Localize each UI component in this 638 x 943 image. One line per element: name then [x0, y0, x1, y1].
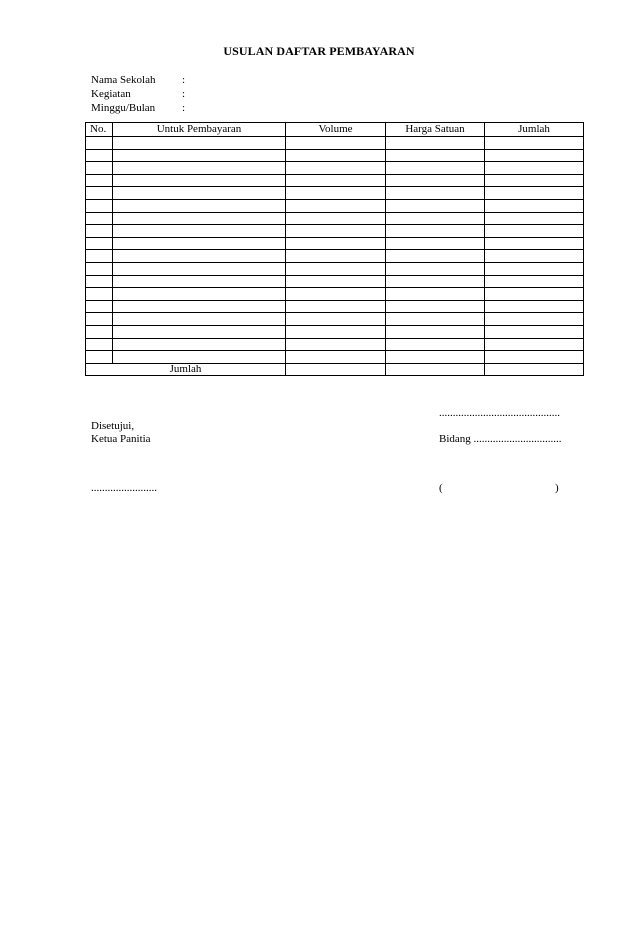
division-line: Bidang ................................ — [439, 433, 562, 445]
chairman-role: Ketua Panitia — [91, 433, 151, 445]
table-cell — [86, 187, 113, 200]
table-cell — [286, 199, 386, 212]
table-cell — [86, 212, 113, 225]
table-row — [86, 187, 584, 200]
table-cell — [86, 199, 113, 212]
table-cell — [386, 162, 485, 175]
table-row — [86, 212, 584, 225]
table-cell — [113, 300, 286, 313]
header-purpose: Untuk Pembayaran — [113, 123, 286, 137]
table-cell — [386, 288, 485, 301]
table-cell — [386, 187, 485, 200]
table-cell — [485, 338, 584, 351]
table-cell — [86, 313, 113, 326]
division-name-open: ( — [439, 482, 443, 494]
table-body — [86, 137, 584, 364]
info-colon: : — [182, 74, 186, 86]
table-cell — [386, 275, 485, 288]
header-no: No. — [86, 123, 113, 137]
info-colon: : — [182, 102, 186, 114]
table-cell — [86, 351, 113, 364]
payment-table — [85, 122, 584, 376]
table-row — [86, 149, 584, 162]
table-cell — [86, 250, 113, 263]
table-cell — [86, 338, 113, 351]
table-cell — [485, 137, 584, 150]
table-cell — [86, 288, 113, 301]
table-cell — [286, 225, 386, 238]
table-cell — [386, 250, 485, 263]
table-row — [86, 174, 584, 187]
table-cell — [113, 199, 286, 212]
document-title: USULAN DAFTAR PEMBAYARAN — [223, 44, 415, 58]
table-cell — [113, 275, 286, 288]
table-cell — [86, 225, 113, 238]
table-cell — [286, 338, 386, 351]
table-cell — [485, 325, 584, 338]
table-cell — [86, 275, 113, 288]
info-row-school — [91, 73, 192, 87]
table-cell — [113, 262, 286, 275]
chairman-name-line: ........................ — [91, 482, 157, 494]
table-cell — [386, 212, 485, 225]
table-row — [86, 262, 584, 275]
table-cell — [86, 137, 113, 150]
header-unit-price: Harga Satuan — [386, 123, 485, 137]
table-cell — [386, 237, 485, 250]
table-cell — [485, 199, 584, 212]
header-amount: Jumlah — [485, 123, 584, 137]
table-cell — [113, 212, 286, 225]
info-colon: : — [182, 88, 186, 100]
table-cell — [386, 325, 485, 338]
table-cell — [485, 174, 584, 187]
table-cell — [113, 149, 286, 162]
table-cell — [286, 162, 386, 175]
table-row — [86, 225, 584, 238]
table-row — [86, 313, 584, 326]
table-row — [86, 338, 584, 351]
table-cell — [86, 325, 113, 338]
total-volume-cell — [286, 363, 386, 376]
date-line: ............................................ — [439, 407, 560, 419]
table-cell — [485, 212, 584, 225]
table-row — [86, 275, 584, 288]
table-cell — [286, 275, 386, 288]
table-cell — [386, 262, 485, 275]
table-cell — [386, 199, 485, 212]
table-cell — [485, 275, 584, 288]
table-cell — [286, 313, 386, 326]
table-cell — [286, 250, 386, 263]
table-row — [86, 325, 584, 338]
table-cell — [86, 162, 113, 175]
table-cell — [485, 162, 584, 175]
total-amount-cell — [485, 363, 584, 376]
table-cell — [485, 187, 584, 200]
info-block — [91, 73, 192, 115]
table-cell — [113, 250, 286, 263]
table-cell — [485, 225, 584, 238]
table-cell — [386, 351, 485, 364]
table-cell — [485, 149, 584, 162]
info-row-activity — [91, 87, 192, 101]
table-cell — [286, 187, 386, 200]
table-cell — [86, 237, 113, 250]
table-cell — [485, 313, 584, 326]
table-cell — [485, 250, 584, 263]
table-cell — [386, 313, 485, 326]
table-row — [86, 351, 584, 364]
info-row-period — [91, 101, 192, 115]
table-cell — [113, 313, 286, 326]
total-unit-price-cell — [386, 363, 485, 376]
table-cell — [286, 212, 386, 225]
table-row — [86, 250, 584, 263]
table-cell — [286, 174, 386, 187]
table-cell — [113, 187, 286, 200]
table-cell — [386, 338, 485, 351]
division-name-close: ) — [555, 482, 559, 494]
table-cell — [113, 325, 286, 338]
info-label: Kegiatan — [91, 88, 131, 100]
table-cell — [86, 174, 113, 187]
table-row — [86, 237, 584, 250]
table-cell — [113, 237, 286, 250]
table-cell — [386, 300, 485, 313]
total-row — [86, 363, 584, 376]
table-cell — [86, 300, 113, 313]
table-row — [86, 288, 584, 301]
table-row — [86, 300, 584, 313]
table-cell — [286, 300, 386, 313]
table-cell — [113, 225, 286, 238]
table-cell — [286, 351, 386, 364]
total-label: Jumlah — [86, 363, 286, 376]
info-label: Minggu/Bulan — [91, 102, 156, 114]
table-cell — [485, 237, 584, 250]
table-cell — [286, 149, 386, 162]
table-cell — [86, 149, 113, 162]
table-cell — [286, 237, 386, 250]
approved-label: Disetujui, — [91, 420, 135, 432]
table-cell — [113, 288, 286, 301]
table-row — [86, 162, 584, 175]
info-label: Nama Sekolah — [91, 74, 156, 86]
table-cell — [286, 137, 386, 150]
table-cell — [386, 174, 485, 187]
table-cell — [113, 137, 286, 150]
table-cell — [485, 288, 584, 301]
table-cell — [286, 288, 386, 301]
table-cell — [113, 174, 286, 187]
table-row — [86, 199, 584, 212]
table-cell — [386, 149, 485, 162]
table-cell — [386, 225, 485, 238]
table-cell — [86, 262, 113, 275]
table-header-row — [86, 123, 584, 137]
table-cell — [485, 351, 584, 364]
table-cell — [386, 137, 485, 150]
table-cell — [113, 338, 286, 351]
table-cell — [485, 262, 584, 275]
header-volume: Volume — [286, 123, 386, 137]
table-cell — [286, 325, 386, 338]
table-cell — [485, 300, 584, 313]
table-cell — [286, 262, 386, 275]
table-cell — [113, 351, 286, 364]
table-cell — [113, 162, 286, 175]
table-row — [86, 137, 584, 150]
